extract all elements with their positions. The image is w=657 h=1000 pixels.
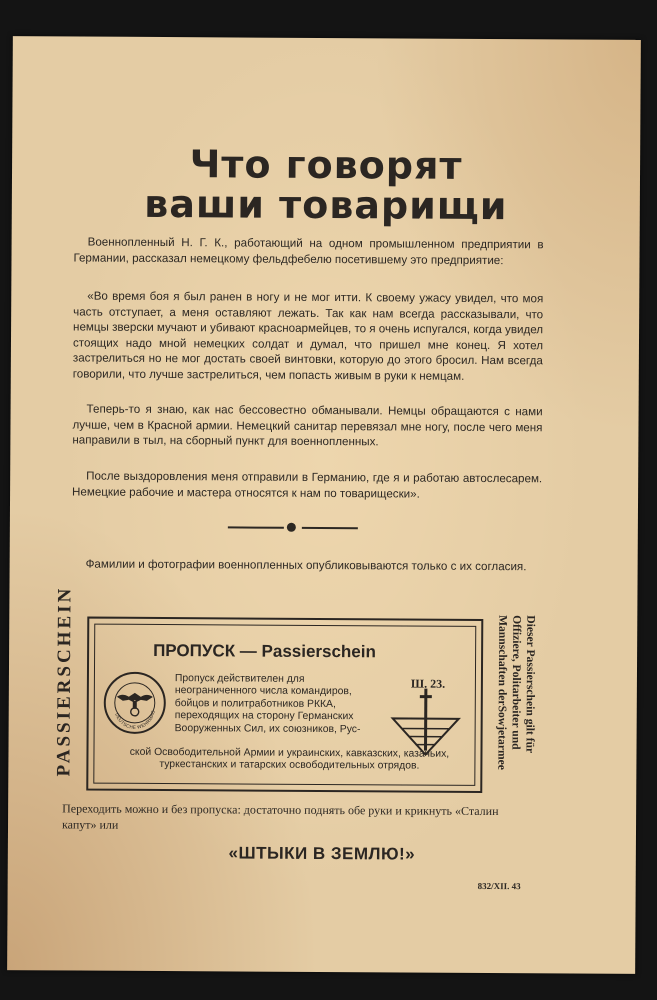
passierschein-side-label: PASSIERSCHEIN	[53, 585, 76, 777]
validity-line-3: Mannschaften derSowjetarmee	[495, 615, 510, 771]
slogan: «ШТЫКИ В ЗЕМЛЮ!»	[228, 843, 416, 864]
quote-paragraph-2: Теперь-то я знаю, как нас бессовестно обманывали. Немцы обращаются с нами лучше, чем в Красной армии. Немецкий санитар перевязал мне ногу, после чего меня направили в тыл, на сборный пункт для военнопленных.	[72, 402, 543, 449]
quote-paragraph-3: После выздоровления меня отправили в Германию, где я и работаю автослесарем. Немецкие рабочие и мастера относятся к нам по товарищески».	[72, 469, 543, 501]
stamp-number: Ш. 23.	[410, 676, 446, 691]
pass-title: ПРОПУСК — Passierschein	[153, 640, 376, 662]
validity-line-2: Offiziere, Politarbeiter und	[509, 615, 524, 750]
divider-dot	[287, 523, 296, 532]
intro-paragraph: Военнопленный Н. Г. К., работающий на одном промышленном предприятии в Германии, рассказал немецкому фельдфебелю посетившему это предприятие:	[73, 235, 544, 267]
print-code: 832/XII. 43	[477, 880, 521, 892]
pass-text-continued: ской Освободительной Армии и украинских, кавказских, казачьих, туркестанских и татарских освободительных отрядов.	[129, 746, 450, 772]
divider-line-left	[228, 526, 284, 528]
validity-line-1: Dieser Passierschein gilt für	[523, 615, 538, 754]
pass-text: Пропуск действителен для неограниченного числа командиров, бойцов и политработников РККА, переходящих на сторону Германских Вооруженных Сил, их союзников, Рус-	[174, 673, 361, 735]
title-line-1: Что говорят	[189, 142, 463, 188]
leaflet-paper	[7, 36, 641, 974]
divider-line-right	[302, 527, 358, 529]
title-line-2: ваши товарищи	[144, 181, 508, 229]
seal-text: DEUTSCHE WEHRMACHT	[114, 709, 156, 730]
pass-box	[86, 617, 483, 793]
surrender-instruction: Переходить можно и без пропуска: достаточно поднять обе руки и крикнуть «Сталин капут» или	[62, 801, 499, 832]
quote-paragraph-1: «Во время боя я был ранен в ногу и не мог итти. К своему ужасу увидел, что моя часть отступает, а меня оставляют лежать. Так как нам всегда рассказывали, что немцы зверски мучают и убивают красноармейцев, то я очень испугался, когда увидел стоящих надо мной немецких солдат и думал, что пришел мне конец. Я хотел застрелиться но не мог достать своей винтовки, которую до этого бросил. Нам всегда говорили, что лучше застрелиться, чем попасть живым в руки к немцам.	[72, 289, 544, 383]
section-divider	[228, 521, 358, 534]
consent-note: Фамилии и фотографии военнопленных опубликовываются только с их согласия.	[85, 557, 527, 574]
wehrmacht-seal-icon	[103, 671, 167, 735]
passierschein-validity-text	[494, 615, 537, 770]
